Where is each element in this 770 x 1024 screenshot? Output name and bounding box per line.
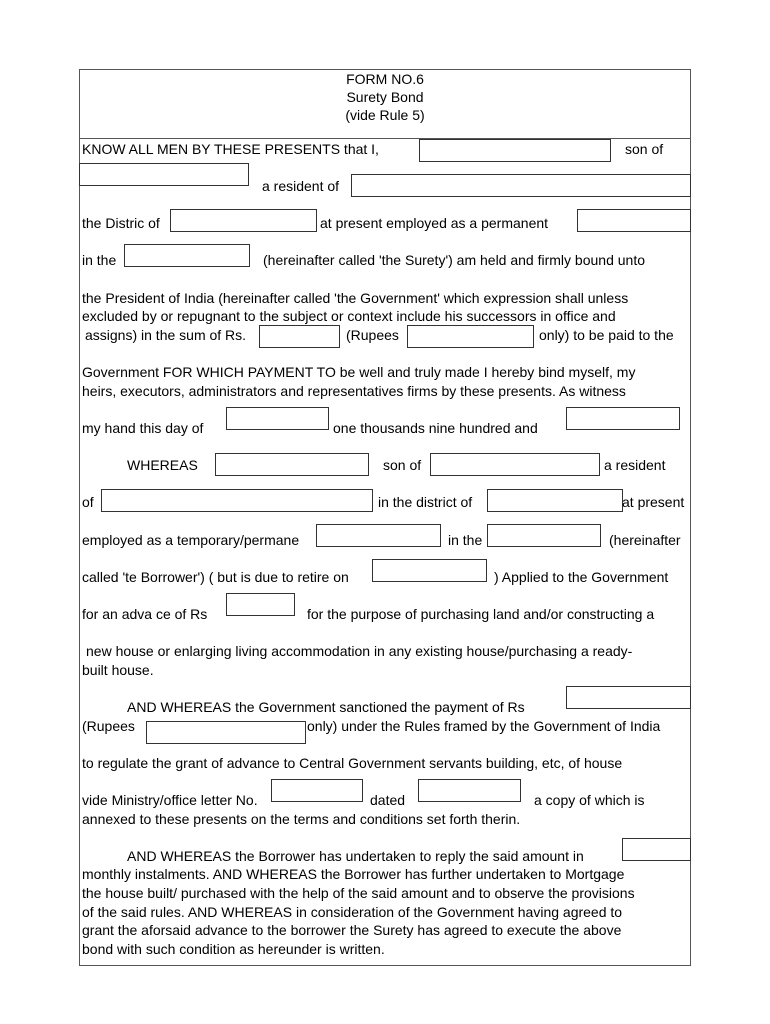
borrower-name-field[interactable] — [215, 453, 369, 476]
instalments-field[interactable] — [622, 838, 691, 861]
sum-words-field[interactable] — [407, 325, 534, 348]
borrower-post-field[interactable] — [316, 524, 441, 547]
text-government-payment: Government FOR WHICH PAYMENT TO be well and truly made I hereby bind myself, my — [82, 364, 636, 380]
text-advance-rs: for an adva ce of Rs — [82, 606, 208, 622]
text-applied: ) Applied to the Government — [494, 569, 669, 585]
sanctioned-rs-field[interactable] — [566, 686, 691, 709]
text-heirs: heirs, executors, administrators and representatives firms by these presents. As witness — [82, 383, 626, 399]
surety-name-field[interactable] — [419, 139, 611, 162]
text-dated: dated — [370, 792, 406, 808]
text-assigns: assigns) in the sum of Rs. — [85, 327, 247, 343]
permanent-post-field[interactable] — [577, 209, 691, 232]
text-son-of-2: son of — [383, 457, 422, 473]
text-rupees-2: (Rupees — [82, 718, 135, 734]
year-field[interactable] — [566, 407, 680, 430]
text-borrower-undertaken: AND WHEREAS the Borrower has undertaken to reply the said amount in — [127, 848, 584, 864]
district-field[interactable] — [170, 209, 317, 232]
text-rupees-1: (Rupees — [346, 327, 399, 343]
text-bond-condition: bond with such condition as hereunder is written. — [82, 941, 385, 957]
text-surety-bound: (hereinafter called 'the Surety') am held and firmly bound unto — [263, 252, 645, 268]
text-said-rules: of the said rules. AND WHEREAS in consideration of the Government having agreed to — [82, 904, 623, 920]
text-son-of-1: son of — [625, 141, 664, 157]
borrower-office-field[interactable] — [487, 524, 601, 547]
form-number: FORM NO.6 — [346, 71, 424, 87]
text-regulate: to regulate the grant of advance to Central Government servants building, etc, of house — [82, 755, 623, 771]
borrower-residence-field[interactable] — [101, 489, 373, 512]
text-district-of-2: in the district of — [378, 494, 473, 510]
father-name-field[interactable] — [79, 163, 249, 186]
form-rule: (vide Rule 5) — [345, 107, 425, 123]
borrower-father-field[interactable] — [430, 453, 600, 476]
form-frame — [79, 69, 691, 966]
day-of-field[interactable] — [226, 407, 329, 430]
sum-rs-field[interactable] — [259, 325, 340, 348]
text-hereinafter: (hereinafter — [609, 532, 681, 548]
text-of: of — [82, 494, 94, 510]
text-permanent: at present employed as a permanent — [320, 215, 549, 231]
text-new-house: new house or enlarging living accommodation in any existing house/purchasing a ready- — [86, 643, 633, 659]
text-built-house: built house. — [82, 662, 154, 678]
text-in-the-1: in the — [82, 252, 117, 268]
text-and-whereas-sanctioned: AND WHEREAS the Government sanctioned the payment of Rs — [127, 699, 525, 715]
text-copy: a copy of which is — [534, 792, 645, 808]
form-title: Surety Bond — [346, 89, 424, 105]
text-nineteen-hundred: one thousands nine hundred and — [333, 420, 538, 436]
text-whereas: WHEREAS — [127, 457, 198, 473]
text-a-resident: a resident — [604, 457, 666, 473]
text-monthly: monthly instalments. AND WHEREAS the Borrower has further undertaken to Mortgage — [82, 866, 625, 882]
text-district-of: the Distric of — [82, 215, 160, 231]
text-employed-temporary: employed as a temporary/permane — [82, 532, 300, 548]
retire-date-field[interactable] — [372, 559, 487, 582]
text-called-borrower: called 'te Borrower') ( but is due to retire on — [82, 569, 349, 585]
text-annexed: annexed to these presents on the terms and conditions set forth therin. — [82, 811, 521, 827]
letter-date-field[interactable] — [418, 779, 521, 802]
text-grant: grant the aforsaid advance to the borrower the Surety has agreed to execute the above — [82, 922, 622, 938]
text-president: the President of India (hereinafter called 'the Government' which expression shall unless — [82, 290, 629, 306]
text-vide-ministry: vide Ministry/office letter No. — [82, 792, 258, 808]
residence-field[interactable] — [351, 174, 691, 197]
sanctioned-words-field[interactable] — [146, 721, 306, 744]
text-house-built: the house built/ purchased with the help of the said amount and to observe the provisions — [82, 885, 635, 901]
text-only-paid: only) to be paid to the — [539, 327, 674, 343]
text-resident-of: a resident of — [262, 178, 340, 194]
borrower-district-field[interactable] — [487, 489, 623, 512]
letter-no-field[interactable] — [271, 779, 363, 802]
office-field[interactable] — [124, 244, 250, 267]
text-only-rules: only) under the Rules framed by the Government of India — [307, 718, 661, 734]
text-excluded: excluded by or repugnant to the subject or context include his successors in office and — [82, 308, 616, 324]
text-know-all-men: KNOW ALL MEN BY THESE PRESENTS that I, — [82, 141, 379, 157]
advance-rs-field[interactable] — [226, 593, 295, 616]
text-at-present: at present — [622, 494, 685, 510]
text-in-the-2: in the — [448, 532, 483, 548]
text-hand-day: my hand this day of — [82, 420, 204, 436]
text-purpose: for the purpose of purchasing land and/or constructing a — [307, 606, 655, 622]
